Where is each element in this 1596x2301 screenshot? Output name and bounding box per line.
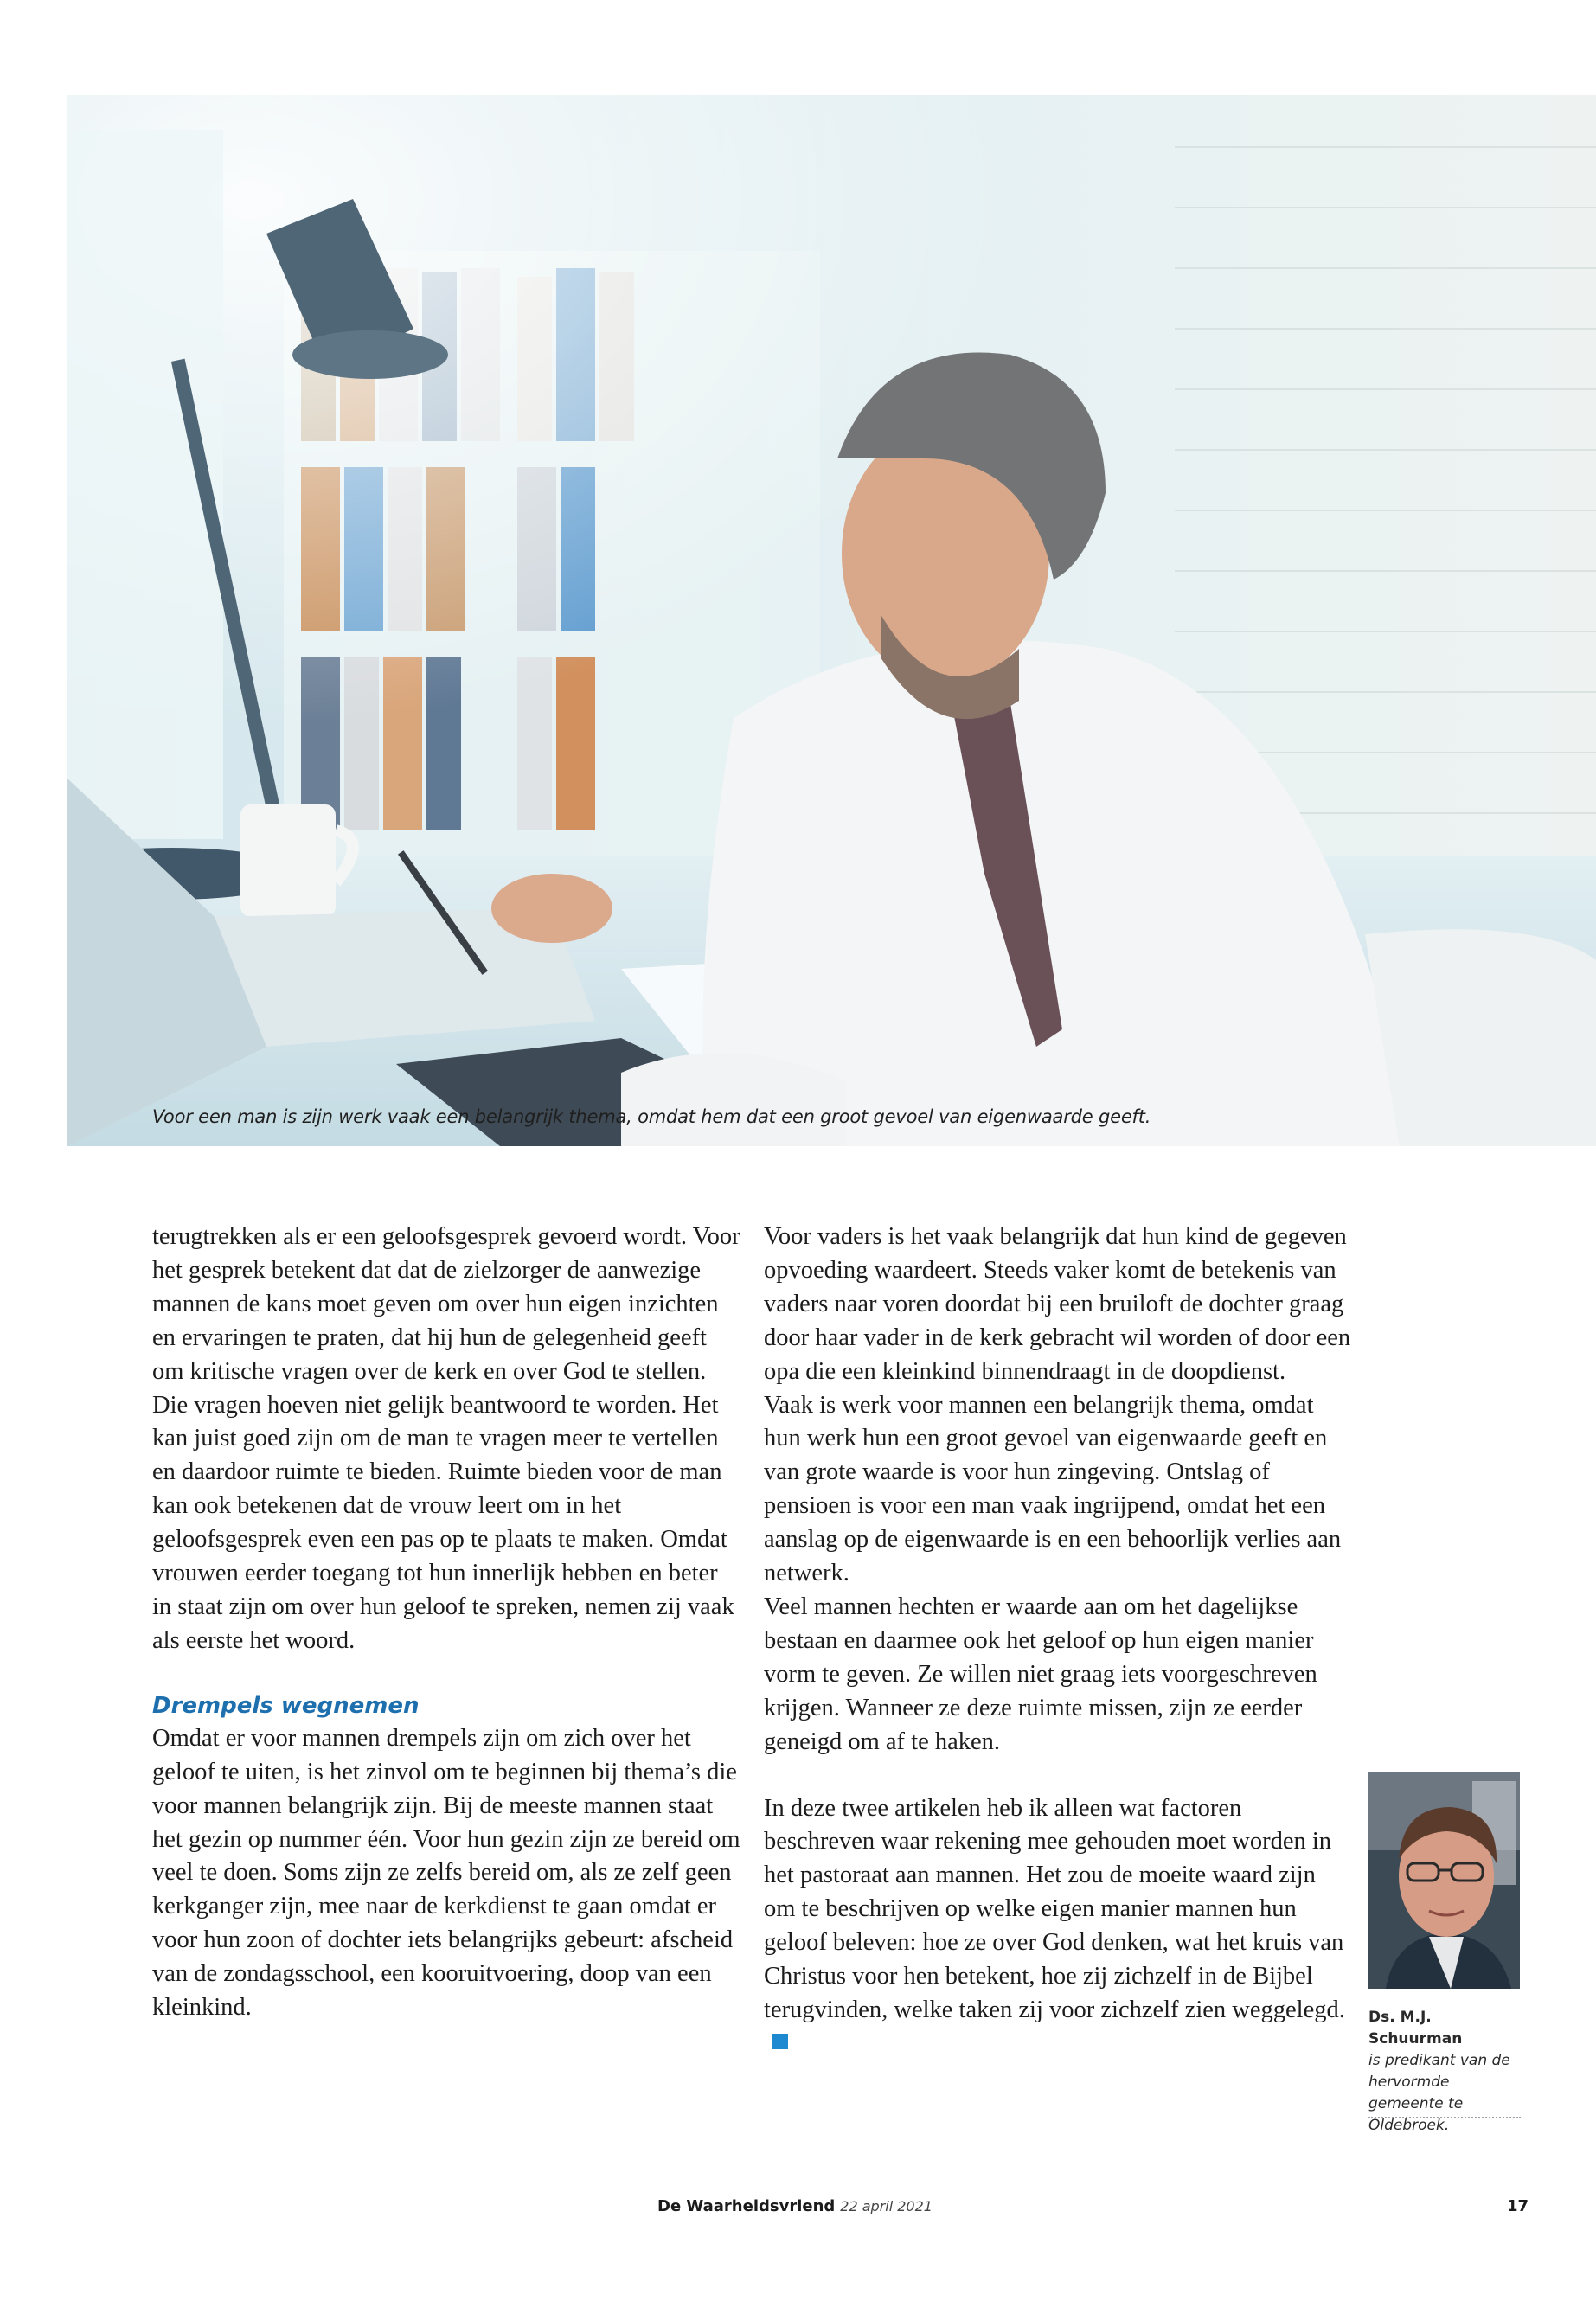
publication-name: De Waarheidsvriend xyxy=(657,2197,836,2215)
section-subheading: Drempels wegnemen xyxy=(152,1692,420,1719)
closing-text: In deze twee artikelen heb ik alleen wat factoren beschreven waar rekening mee gehouden moet worden in het pastoraat aan mannen. Het zou de moeite waard zijn om te beschrijven op welke eigen manier mannen hun geloof beleven: hoe ze over God denken, wat het kruis van Christus voor hen betekent, hoe zij zichzelf in de Bijbel terugvinden, welke taken zij voor zichzelf zien weggelegd. xyxy=(764,1794,1345,2023)
office-scene-illustration xyxy=(67,95,1596,1146)
author-divider xyxy=(1368,2117,1521,2118)
body-paragraph: Voor vaders is het vaak belangrijk dat hun kind de gegeven opvoeding waardeert. Steeds vaker komt de betekenis van vaders naar voren doordat bij een bruiloft de dochter graag door haar vader in de kerk gebracht wil worden of door een opa die een kleinkind binnendraagt in de doopdienst. xyxy=(764,1223,1351,1385)
page-number: 17 xyxy=(1507,2197,1529,2215)
article-photo xyxy=(67,95,1596,1146)
author-name: Ds. M.J. Schuurman xyxy=(1368,2009,1463,2048)
body-paragraph: Vaak is werk voor mannen een belangrijk thema, omdat hun werk hun een groot gevoel van eigenwaarde geeft en van grote waarde is voor hun zingeving. Ontslag of pensioen is voor een man vaak ingrijpend, omdat het een aanslag op de eigenwaarde is en een behoorlijk verlies aan netwerk. xyxy=(764,1391,1342,1587)
closing-paragraph xyxy=(764,1792,1352,2061)
article-column-right xyxy=(764,1221,1352,2061)
author-bio: is predikant van de hervormde gemeente te Oldebroek. xyxy=(1368,2052,1510,2134)
article-column-left xyxy=(152,1221,740,2025)
body-paragraph: Omdat er voor mannen drempels zijn om zich over het geloof te uiten, is het zinvol om te beginnen bij thema’s die voor mannen belangrijk zijn. Bij de meeste mannen staat het gezin op nummer één. Voor hun gezin zijn ze bereid om veel te doen. Soms zijn ze zelfs bereid om, als ze zelf geen kerkganger zijn, mee naar de kerkdienst te gaan omdat er voor hun zoon of dochter iets belangrijks gebeurt: afscheid van de zondagsschool, een kooruitvoering, doop van een kleinkind. xyxy=(152,1724,740,2022)
publication-date: 22 april 2021 xyxy=(840,2198,933,2214)
photo-caption: Voor een man is zijn werk vaak een belangrijk thema, omdat hem dat een groot gevoel van eigenwaarde geeft. xyxy=(152,1106,1151,1127)
end-of-article-mark xyxy=(772,2034,788,2049)
author-portrait-illustration xyxy=(1368,1772,1520,1989)
body-paragraph: terugtrekken als er een geloofsgesprek gevoerd wordt. Voor het gesprek betekent dat dat de zielzorger de aanwezige mannen de kans moet geven om over hun eigen inzichten en ervaringen te praten, dat hij hun de gelegenheid geeft om kritische vragen over de kerk en over God te stellen. xyxy=(152,1223,740,1385)
footer-publication xyxy=(657,2197,933,2215)
body-paragraph: Veel mannen hechten er waarde aan om het dagelijkse bestaan en daarmee ook het geloof op hun eigen manier vorm te geven. Ze willen niet graag iets voorgeschreven krijgen. Wanneer ze deze ruimte missen, zijn ze eerder geneigd om af te haken. xyxy=(764,1593,1317,1755)
author-portrait xyxy=(1368,1772,1520,1989)
body-paragraph: Die vragen hoeven niet gelijk beantwoord te worden. Het kan juist goed zijn om de man te vragen meer te vertellen en daardoor ruimte te bieden. Ruimte bieden voor de man kan ook betekenen dat de vrouw leert om in het geloofsgesprek even een pas op te plaats te maken. Omdat vrouwen eerder toegang tot hun innerlijk hebben en beter in staat zijn om over hun geloof te spreken, nemen zij vaak als eerste het woord. xyxy=(152,1391,734,1654)
